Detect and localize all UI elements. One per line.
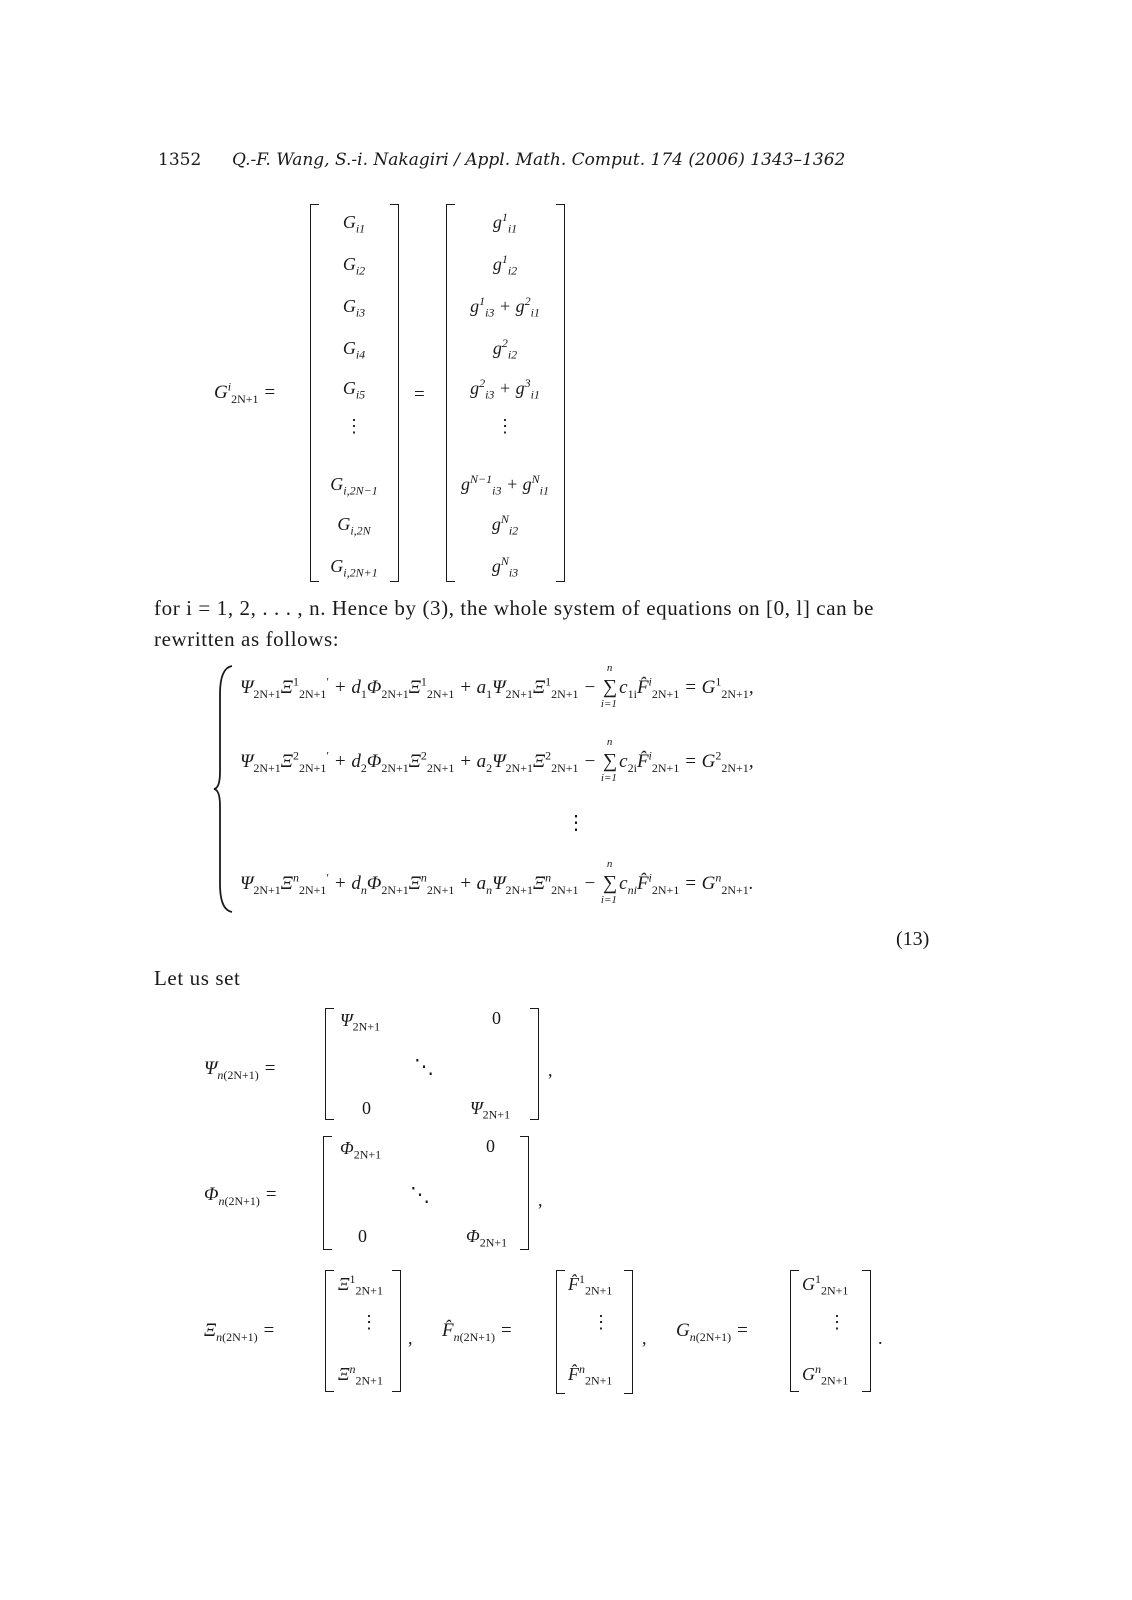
vector-entry: F̂$^n_{2N+1}$ — [568, 1362, 613, 1388]
phi-lhs: $\Phi_{n(2N+1)}$ = — [204, 1184, 278, 1208]
right-bracket — [624, 1270, 633, 1394]
vector-entry: $G_{i,2N+1}$ — [330, 556, 378, 580]
vector-entry: $g^1_{i3} + g^2_{i1}$ — [470, 294, 540, 320]
paragraph-line: Let us set — [154, 966, 241, 990]
vector-entry: $G_{i4}$ — [342, 338, 366, 362]
f-lhs: $F̂_{n(2N+1)}$ = — [442, 1320, 513, 1344]
vector-entry: $\Xi^1_{2N+1}$ — [338, 1272, 383, 1298]
vertical-ellipsis: ⋮ — [828, 1312, 846, 1332]
paragraph-line: rewritten as follows: — [154, 627, 340, 651]
comma: , — [408, 1328, 413, 1348]
matrix-entry: $\Phi_{2N+1}$ — [466, 1226, 508, 1250]
left-bracket — [556, 1270, 565, 1394]
vector-entry: $G^1_{2N+1}$ — [802, 1272, 849, 1298]
matrix-entry: 0 — [492, 1008, 501, 1028]
vector-entry: $g^1_{i1}$ — [492, 210, 518, 236]
comma: , — [548, 1060, 553, 1080]
vector-entry: $G_{i1}$ — [342, 212, 366, 236]
left-brace — [212, 664, 236, 914]
left-bracket — [323, 1136, 332, 1250]
left-bracket — [325, 1270, 334, 1392]
vertical-ellipsis: ⋮ — [566, 810, 586, 834]
vertical-ellipsis: ⋮ — [345, 416, 363, 436]
comma: , — [642, 1328, 647, 1348]
xi-lhs: $\Xi_{n(2N+1)}$ = — [204, 1320, 276, 1344]
vector-entry: $G_{i2}$ — [342, 254, 366, 278]
diagonal-dots: ⋱ — [410, 1184, 430, 1206]
eq1-lhs: $G^i_{2N+1}$ = — [214, 379, 277, 406]
vector-entry: $G_{i,2N}$ — [337, 514, 371, 538]
right-bracket — [862, 1270, 871, 1392]
journal-citation: Q.-F. Wang, S.-i. Nakagiri / Appl. Math. Comput. 174 (2006) 1343–1362 — [232, 150, 846, 170]
right-bracket — [530, 1008, 539, 1120]
comma: , — [538, 1190, 543, 1210]
matrix-entry: $\Phi_{2N+1}$ — [340, 1138, 382, 1162]
matrix-entry: 0 — [358, 1226, 367, 1246]
vector-entry: F̂$^1_{2N+1}$ — [568, 1272, 613, 1298]
right-bracket — [520, 1136, 529, 1250]
matrix-entry: $\Psi_{2N+1}$ — [340, 1010, 381, 1034]
system-line-n: $\Psi_{2N+1}\Xi^n_{2N+1}' + d_n\Phi_{2N+1}\Xi^n_{2N+1} + a_n\Psi_{2N+1}\Xi^n_{2N+1}$ − ∑ n i=1 $c_{ni}F̂^i_{2N+1} = G^n_{2N+1}$. — [240, 858, 754, 906]
vector-entry: $g^2_{i2}$ — [492, 336, 518, 362]
vector-entry: $g^2_{i3} + g^3_{i1}$ — [470, 376, 540, 402]
vector-entry: $g^N_{i3}$ — [491, 554, 519, 580]
vertical-ellipsis: ⋮ — [496, 416, 514, 436]
vector-entry: $G_{i3}$ — [342, 296, 366, 320]
vertical-ellipsis: ⋮ — [592, 1312, 610, 1332]
left-bracket — [790, 1270, 799, 1392]
vector-entry: $G^n_{2N+1}$ — [802, 1362, 849, 1388]
system-line-1: $\Psi_{2N+1}\Xi^1_{2N+1}' + d_1\Phi_{2N+1}\Xi^1_{2N+1} + a_1\Psi_{2N+1}\Xi^1_{2N+1}$ − ∑ n i=1 $c_{1i}F̂^i_{2N+1} = G^1_{2N+1}$, — [240, 662, 754, 710]
vector-entry: $g^{N-1}_{i3} + g^N_{i1}$ — [461, 472, 549, 498]
vector-entry: $G_{i5}$ — [342, 378, 366, 402]
vector-entry: $\Xi^n_{2N+1}$ — [338, 1362, 383, 1388]
matrix-entry: 0 — [362, 1098, 371, 1118]
left-bracket — [325, 1008, 334, 1120]
equals-sign: = — [414, 384, 425, 405]
vector-entry: $g^1_{i2}$ — [492, 252, 518, 278]
matrix-entry: 0 — [486, 1136, 495, 1156]
vertical-ellipsis: ⋮ — [360, 1312, 378, 1332]
matrix-entry: $\Psi_{2N+1}$ — [470, 1098, 511, 1122]
diagonal-dots: ⋱ — [414, 1056, 434, 1078]
vector-entry: $g^N_{i2}$ — [491, 512, 519, 538]
period: . — [878, 1328, 883, 1348]
equation-number: (13) — [896, 928, 930, 950]
g-lhs: $G_{n(2N+1)}$ = — [676, 1320, 749, 1344]
right-bracket — [392, 1270, 401, 1392]
page-number: 1352 — [158, 150, 202, 170]
psi-lhs: $\Psi_{n(2N+1)}$ = — [204, 1058, 277, 1082]
system-line-2: $\Psi_{2N+1}\Xi^2_{2N+1}' + d_2\Phi_{2N+1}\Xi^2_{2N+1} + a_2\Psi_{2N+1}\Xi^2_{2N+1}$ − ∑ n i=1 $c_{2i}F̂^i_{2N+1} = G^2_{2N+1}$, — [240, 736, 754, 784]
paragraph-line: for i = 1, 2, . . . , n. Hence by (3), the whole system of equations on [0, l] can be — [154, 596, 875, 620]
vector-entry: $G_{i,2N-1}$ — [330, 474, 378, 498]
